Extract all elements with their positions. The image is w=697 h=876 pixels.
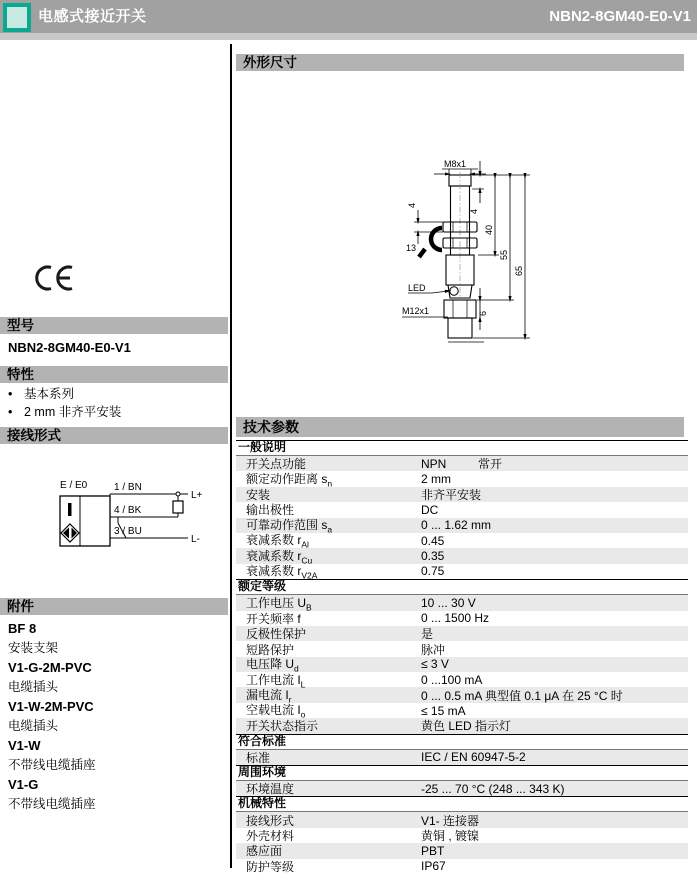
accessory-name: V1-G-2M-PVC	[8, 660, 92, 675]
feature-item: • 基本系列	[8, 387, 75, 401]
accessory-description: 电缆插头	[8, 719, 59, 733]
header-model-number: NBN2-8GM40-E0-V1	[549, 8, 691, 25]
dim-top-4-label: 4	[469, 208, 479, 214]
table-row	[236, 703, 688, 718]
section-header-dimensions: 外形尺寸	[236, 54, 684, 71]
table-row-value: 脉冲	[421, 642, 446, 657]
thread-bottom-label: M12x1	[402, 306, 430, 316]
table-row-label: 环境温度	[246, 782, 295, 797]
table-row-value: 非齐平安装	[421, 487, 482, 502]
table-row-value: 0.35	[421, 549, 445, 564]
table-row-value: 0 ...100 mA	[421, 672, 483, 687]
section-header-connection: 接线形式	[0, 427, 228, 444]
table-row-value: 0.45	[421, 533, 445, 548]
table-row	[236, 487, 688, 502]
table-row	[236, 812, 688, 827]
header-bar	[0, 0, 697, 33]
accessory-name: V1-W	[8, 738, 41, 753]
feature-item: • 2 mm 非齐平安装	[8, 404, 122, 419]
accessory-name: V1-W-2M-PVC	[8, 699, 94, 714]
table-row	[236, 611, 688, 626]
accessory-item	[8, 697, 96, 736]
table-section-header: 符合标准	[236, 734, 688, 750]
brand-square-icon	[3, 3, 31, 32]
l-plus-label: L+	[191, 490, 203, 501]
table-row-value: IEC / EN 60947-5-2	[421, 750, 526, 765]
table-section-header: 一般说明	[236, 440, 688, 456]
led-indicator	[450, 287, 458, 295]
table-row-value: 10 ... 30 V	[421, 595, 476, 610]
dim-65-label: 65	[514, 265, 524, 276]
table-row-label: 可靠动作范围 $s_a$	[246, 518, 333, 535]
table-row	[236, 859, 688, 874]
table-row	[236, 828, 688, 843]
table-section-header: 周围环境	[236, 765, 688, 781]
table-row-value: 黄色 LED 指示灯	[421, 719, 512, 734]
accessory-description: 电缆插头	[8, 680, 59, 694]
output-symbol	[68, 503, 72, 516]
accessory-item	[8, 775, 96, 814]
table-row-label: 标准	[246, 750, 271, 765]
led-label: LED	[408, 283, 426, 293]
table-row-value: ≤ 3 V	[421, 657, 449, 672]
accessory-name: V1-G	[8, 777, 39, 792]
accessory-item	[8, 736, 96, 775]
wiring-diagram	[28, 476, 213, 586]
table-row-value: IP67	[421, 859, 446, 874]
table-row-label: 额定动作距离 $s_n$	[246, 471, 333, 489]
column-divider	[230, 44, 232, 868]
table-section-header: 机械特性	[236, 796, 688, 812]
table-row-label: 电压降 $U_d$	[246, 657, 299, 674]
wiring-type-label: E / E0	[60, 480, 88, 491]
wrench-icon	[419, 228, 442, 257]
wire-4-bk-label: 4 / BK	[114, 505, 142, 516]
dim-55-label: 55	[499, 249, 509, 260]
table-row-label: 漏电流 $I_r$	[246, 687, 292, 705]
table-row-label: 外壳材料	[246, 829, 295, 844]
table-row-value: V1- 连接器	[421, 813, 480, 828]
ce-mark-icon	[32, 264, 74, 299]
table-row-label: 短路保护	[246, 642, 295, 657]
table-row	[236, 750, 688, 765]
accessories-list	[8, 619, 96, 814]
wire-3-bu-label: 3 / BU	[114, 526, 142, 537]
table-row-value: 0 ... 1.62 mm	[421, 518, 492, 533]
table-row-label: 衰减系数 $r_{Cu}$	[246, 548, 313, 566]
dim-6-label: 6	[478, 310, 488, 316]
table-row-value: -25 ... 70 °C (248 ... 343 K)	[421, 781, 565, 796]
accessory-description: 不带线电缆插座	[8, 758, 96, 772]
table-row-label: 工作电流 $I_L$	[246, 672, 306, 689]
table-row-value: 是	[421, 627, 434, 642]
accessory-item	[8, 658, 96, 697]
dim-nut-4-label: 4	[407, 202, 417, 208]
table-row-value: NPN 常开	[421, 457, 503, 472]
table-row-label: 开关频率 f	[246, 611, 301, 626]
tech-table	[236, 440, 688, 874]
dim-40-label: 40	[484, 224, 494, 235]
table-row-value: ≤ 15 mA	[421, 703, 466, 718]
dimension-drawing	[392, 148, 567, 351]
inductive-sensor-symbol	[61, 524, 79, 542]
table-row-label: 开关状态指示	[246, 719, 319, 734]
accessory-item	[8, 619, 96, 658]
section-header-model: 型号	[0, 317, 228, 334]
table-row	[236, 843, 688, 858]
table-row-label: 感应面	[246, 844, 283, 859]
table-row-label: 开关点功能	[246, 457, 307, 472]
wire-1-bn-label: 1 / BN	[114, 482, 142, 493]
table-row-value: 0.75	[421, 564, 445, 579]
section-header-features: 特性	[0, 366, 228, 383]
header-shadow-strip	[0, 33, 697, 40]
table-row-value: 黄铜 , 镀镍	[421, 829, 480, 844]
dim-wrench-label: 13	[406, 243, 417, 253]
section-header-tech: 技术参数	[236, 417, 684, 437]
table-section-header: 额定等级	[236, 579, 688, 595]
table-row	[236, 471, 688, 489]
page-title: 电感式接近开关	[38, 8, 147, 25]
accessory-description: 不带线电缆插座	[8, 797, 96, 811]
table-row-label: 防护等级	[246, 859, 295, 874]
table-row	[236, 564, 688, 579]
l-minus-label: L-	[191, 534, 200, 545]
table-row	[236, 626, 688, 641]
model-number-value: NBN2-8GM40-E0-V1	[8, 340, 131, 355]
table-row	[236, 718, 688, 733]
accessory-name: BF 8	[8, 621, 37, 636]
features-list	[8, 386, 121, 421]
table-row-label: 工作电压 $U_B$	[246, 595, 312, 613]
table-row	[236, 781, 688, 796]
table-row-label: 输出极性	[246, 503, 295, 518]
load-symbol	[173, 501, 183, 513]
accessory-description: 安装支架	[8, 641, 59, 655]
table-row-label: 衰减系数 $r_{V2A}$	[246, 564, 318, 581]
table-row-label: 衰减系数 $r_{Al}$	[246, 533, 309, 550]
table-row-value: PBT	[421, 843, 445, 858]
table-row-value: DC	[421, 502, 439, 517]
table-row-value: 2 mm	[421, 472, 451, 487]
table-row-label: 反极性保护	[246, 627, 307, 642]
table-row-label: 空载电流 $I_o$	[246, 703, 306, 720]
table-row	[236, 595, 688, 613]
thread-top-label: M8x1	[444, 159, 467, 169]
table-row-value: 0 ... 0.5 mA 典型值 0.1 μA 在 25 °C 时	[421, 688, 623, 703]
table-row-label: 接线形式	[246, 813, 295, 828]
table-row-label: 安装	[246, 487, 271, 502]
section-header-accessories: 附件	[0, 598, 228, 615]
table-row-value: 0 ... 1500 Hz	[421, 611, 490, 626]
